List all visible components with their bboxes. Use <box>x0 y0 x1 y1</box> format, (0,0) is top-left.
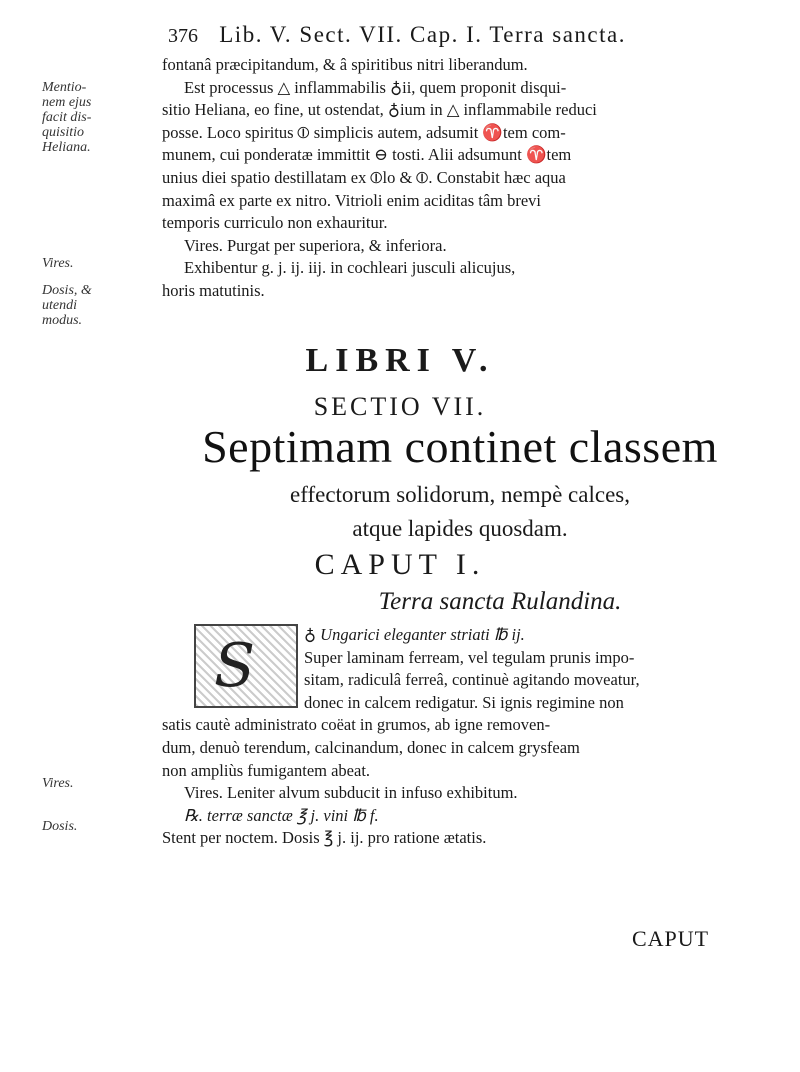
catchword: CAPUT <box>632 926 710 951</box>
text-line: temporis curriculo non exhauritur. <box>162 213 388 233</box>
page-number: 376 <box>168 25 198 47</box>
text-line: posse. Loco spiritus ⦶ simplicis autem, adsumit ♈tem com- <box>162 122 566 142</box>
text-line: donec in calcem redigatur. Si ignis regimine non <box>304 692 624 712</box>
running-title: Lib. V. Sect. VII. Cap. I. Terra sancta. <box>219 22 626 47</box>
effect-line: effectorum solidorum, nempè calces, <box>290 482 630 507</box>
heading-terra-sancta: Terra sancta Rulandina. <box>378 588 622 615</box>
margin-note-vires-2 <box>42 776 116 791</box>
margin-line: facit dis- <box>42 110 92 125</box>
text-line: Super laminam ferream, vel tegulam prunis impo- <box>304 647 635 667</box>
text-line: fontanâ præcipitandum, & â spiritibus nitri liberandum. <box>162 55 528 74</box>
text-line: satis cautè administrato coëat in grumos, ab igne removen- <box>162 715 551 735</box>
heading-libri: LIBRI V. <box>305 342 495 379</box>
text-line: horis matutinis. <box>162 280 265 300</box>
margin-note-dosis <box>42 819 116 834</box>
text-line: Stent per noctem. Dosis ℥ j. ij. pro ratione ætatis. <box>162 828 487 848</box>
margin-line: quisitio <box>42 125 85 140</box>
effect-line: atque lapides quosdam. <box>352 516 568 541</box>
heading-effect <box>150 478 770 546</box>
running-head <box>168 22 728 48</box>
text-line: Exhibentur g. j. ij. iij. in cochleari jusculi alicujus, <box>184 258 516 278</box>
margin-line: Vires. <box>42 256 74 271</box>
initial-letter: S <box>214 631 256 701</box>
margin-note-mentio <box>42 80 116 155</box>
margin-note-vires-dosis <box>42 256 116 328</box>
text-line: unius diei spatio destillatam ex ⦶lo & ⦶. Constabit hæc aqua <box>162 167 566 187</box>
margin-line: utendi <box>42 298 77 313</box>
text-line: sitam, radiculâ ferreâ, continuè agitando moveatur, <box>304 670 640 690</box>
heading-caput: CAPUT I. <box>314 548 486 581</box>
margin-line: nem ejus <box>42 95 92 110</box>
margin-line: Heliana. <box>42 140 91 155</box>
text-line: Vires. Leniter alvum subducit in infuso exhibitum. <box>184 783 518 803</box>
text-line: ♁ Ungarici eleganter striati ℔ ij. <box>304 625 525 644</box>
text-line: maximâ ex parte ex nitro. Vitrioli enim aciditas tâm brevi <box>162 190 542 210</box>
text-line: dum, denuò terendum, calcinandum, donec in calcem grysfeam <box>162 737 580 757</box>
margin-line: Dosis. <box>42 819 78 834</box>
margin-line: Vires. <box>42 776 74 791</box>
text-line: non ampliùs fumigantem abeat. <box>162 760 371 780</box>
text-line: sitio Heliana, eo fine, ut ostendat, ♁ium in △ inflammabile reduci <box>162 100 597 120</box>
margin-line: modus. <box>42 313 83 328</box>
heading-sectio: SECTIO VII. <box>313 392 487 421</box>
text-line: munem, cui ponderatæ immittit ⊖ tosti. Alii adsumunt ♈tem <box>162 145 572 165</box>
margin-line: Mentio- <box>42 80 87 95</box>
margin-line: Dosis, & <box>42 283 92 298</box>
text-line: Vires. Purgat per superiora, & inferiora. <box>184 235 447 255</box>
body-text-recipe <box>162 624 772 850</box>
heading-septimam: Septimam continet classem <box>202 421 718 472</box>
body-text-top <box>162 54 772 303</box>
text-line: ℞. terræ sanctæ ℥ j. vini ℔ f. <box>184 805 379 825</box>
text-line: Est processus △ inflammabilis ♁ii, quem proponit disqui- <box>184 77 567 97</box>
